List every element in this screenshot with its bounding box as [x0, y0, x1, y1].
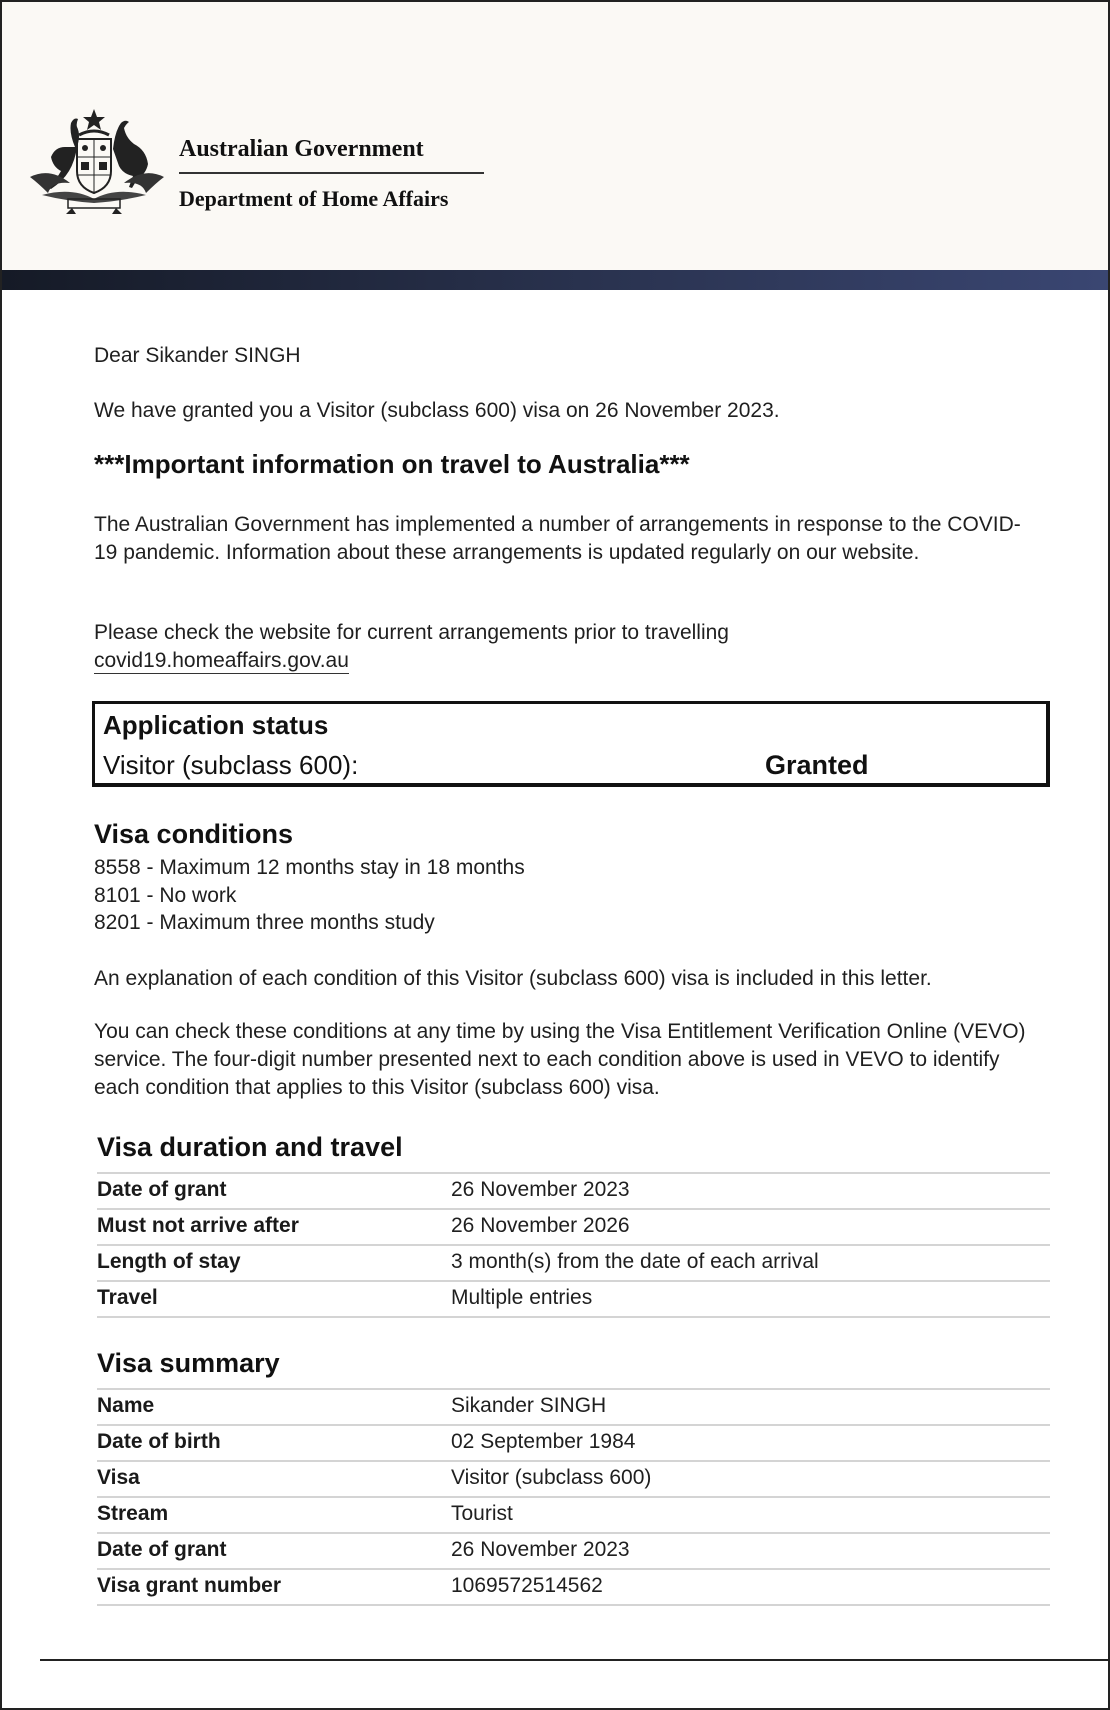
application-status-box — [92, 701, 1050, 787]
visa-duration-table — [97, 1172, 1050, 1318]
row-label: Date of grant — [97, 1178, 227, 1201]
table-row — [97, 1174, 1050, 1210]
table-row — [97, 1498, 1050, 1534]
greeting: Dear Sikander SINGH — [94, 344, 301, 367]
row-value: 26 November 2026 — [451, 1214, 630, 1237]
row-value: Visitor (subclass 600) — [451, 1466, 652, 1489]
row-label: Visa grant number — [97, 1574, 281, 1597]
table-row — [97, 1534, 1050, 1570]
department-name: Department of Home Affairs — [179, 186, 449, 211]
row-label: Length of stay — [97, 1250, 241, 1273]
row-value: Sikander SINGH — [451, 1394, 607, 1417]
row-label: Stream — [97, 1502, 169, 1525]
row-label: Visa — [97, 1466, 140, 1489]
row-value: 26 November 2023 — [451, 1538, 630, 1561]
check-website-text: Please check the website for current arrangements prior to travelling — [94, 621, 729, 644]
important-heading: ***Important information on travel to Australia*** — [94, 449, 690, 479]
status-visa-label: Visitor (subclass 600): — [103, 750, 359, 780]
row-value: 1069572514562 — [451, 1574, 603, 1597]
visa-conditions-heading: Visa conditions — [94, 819, 294, 849]
condition-item: 8558 - Maximum 12 months stay in 18 months — [94, 856, 525, 879]
visa-duration-heading: Visa duration and travel — [97, 1132, 403, 1162]
status-title: Application status — [103, 710, 329, 740]
condition-item: 8201 - Maximum three months study — [94, 911, 435, 934]
row-value: 26 November 2023 — [451, 1178, 630, 1201]
table-row — [97, 1210, 1050, 1246]
table-row — [97, 1462, 1050, 1498]
covid-website-link[interactable]: covid19.homeaffairs.gov.au — [94, 649, 349, 672]
letterhead-divider — [179, 172, 484, 174]
letterhead — [2, 2, 1108, 270]
table-row — [97, 1570, 1050, 1606]
condition-item: 8101 - No work — [94, 883, 237, 907]
footer-divider — [40, 1659, 1108, 1661]
covid-paragraph: The Australian Government has implemented a number of arrangements in response to the COVID-19 pandemic. Information about these arrangements is updated regularly on our website. — [94, 513, 1021, 564]
vevo-paragraph: You can check these conditions at any time by using the Visa Entitlement Verification Online (VEVO) service. The four-digit number presented next to each condition above is used in VEVO to identify each condition that applies to this Visitor (subclass 600) visa. — [94, 1020, 1026, 1099]
table-row — [97, 1246, 1050, 1282]
row-label: Date of birth — [97, 1430, 221, 1453]
check-website-paragraph — [94, 619, 1044, 675]
government-name: Australian Government — [179, 136, 424, 162]
status-value: Granted — [765, 750, 869, 780]
conditions-list — [94, 854, 525, 937]
table-row — [97, 1390, 1050, 1426]
row-value: 02 September 1984 — [451, 1430, 636, 1453]
conditions-explanation: An explanation of each condition of this Visitor (subclass 600) visa is included in this letter. — [94, 967, 932, 990]
row-label: Name — [97, 1394, 155, 1417]
table-row — [97, 1426, 1050, 1462]
row-value: Multiple entries — [451, 1286, 593, 1309]
row-value: Tourist — [451, 1502, 513, 1525]
row-label: Must not arrive after — [97, 1214, 299, 1237]
row-label: Travel — [97, 1286, 158, 1309]
granted-statement: We have granted you a Visitor (subclass 600) visa on 26 November 2023. — [94, 399, 780, 422]
coat-of-arms-icon — [22, 107, 172, 217]
visa-summary-table — [97, 1388, 1050, 1606]
row-label: Date of grant — [97, 1538, 227, 1561]
table-row — [97, 1282, 1050, 1318]
letterhead-bar — [2, 270, 1108, 290]
row-value: 3 month(s) from the date of each arrival — [451, 1250, 819, 1273]
visa-summary-heading: Visa summary — [97, 1348, 280, 1378]
